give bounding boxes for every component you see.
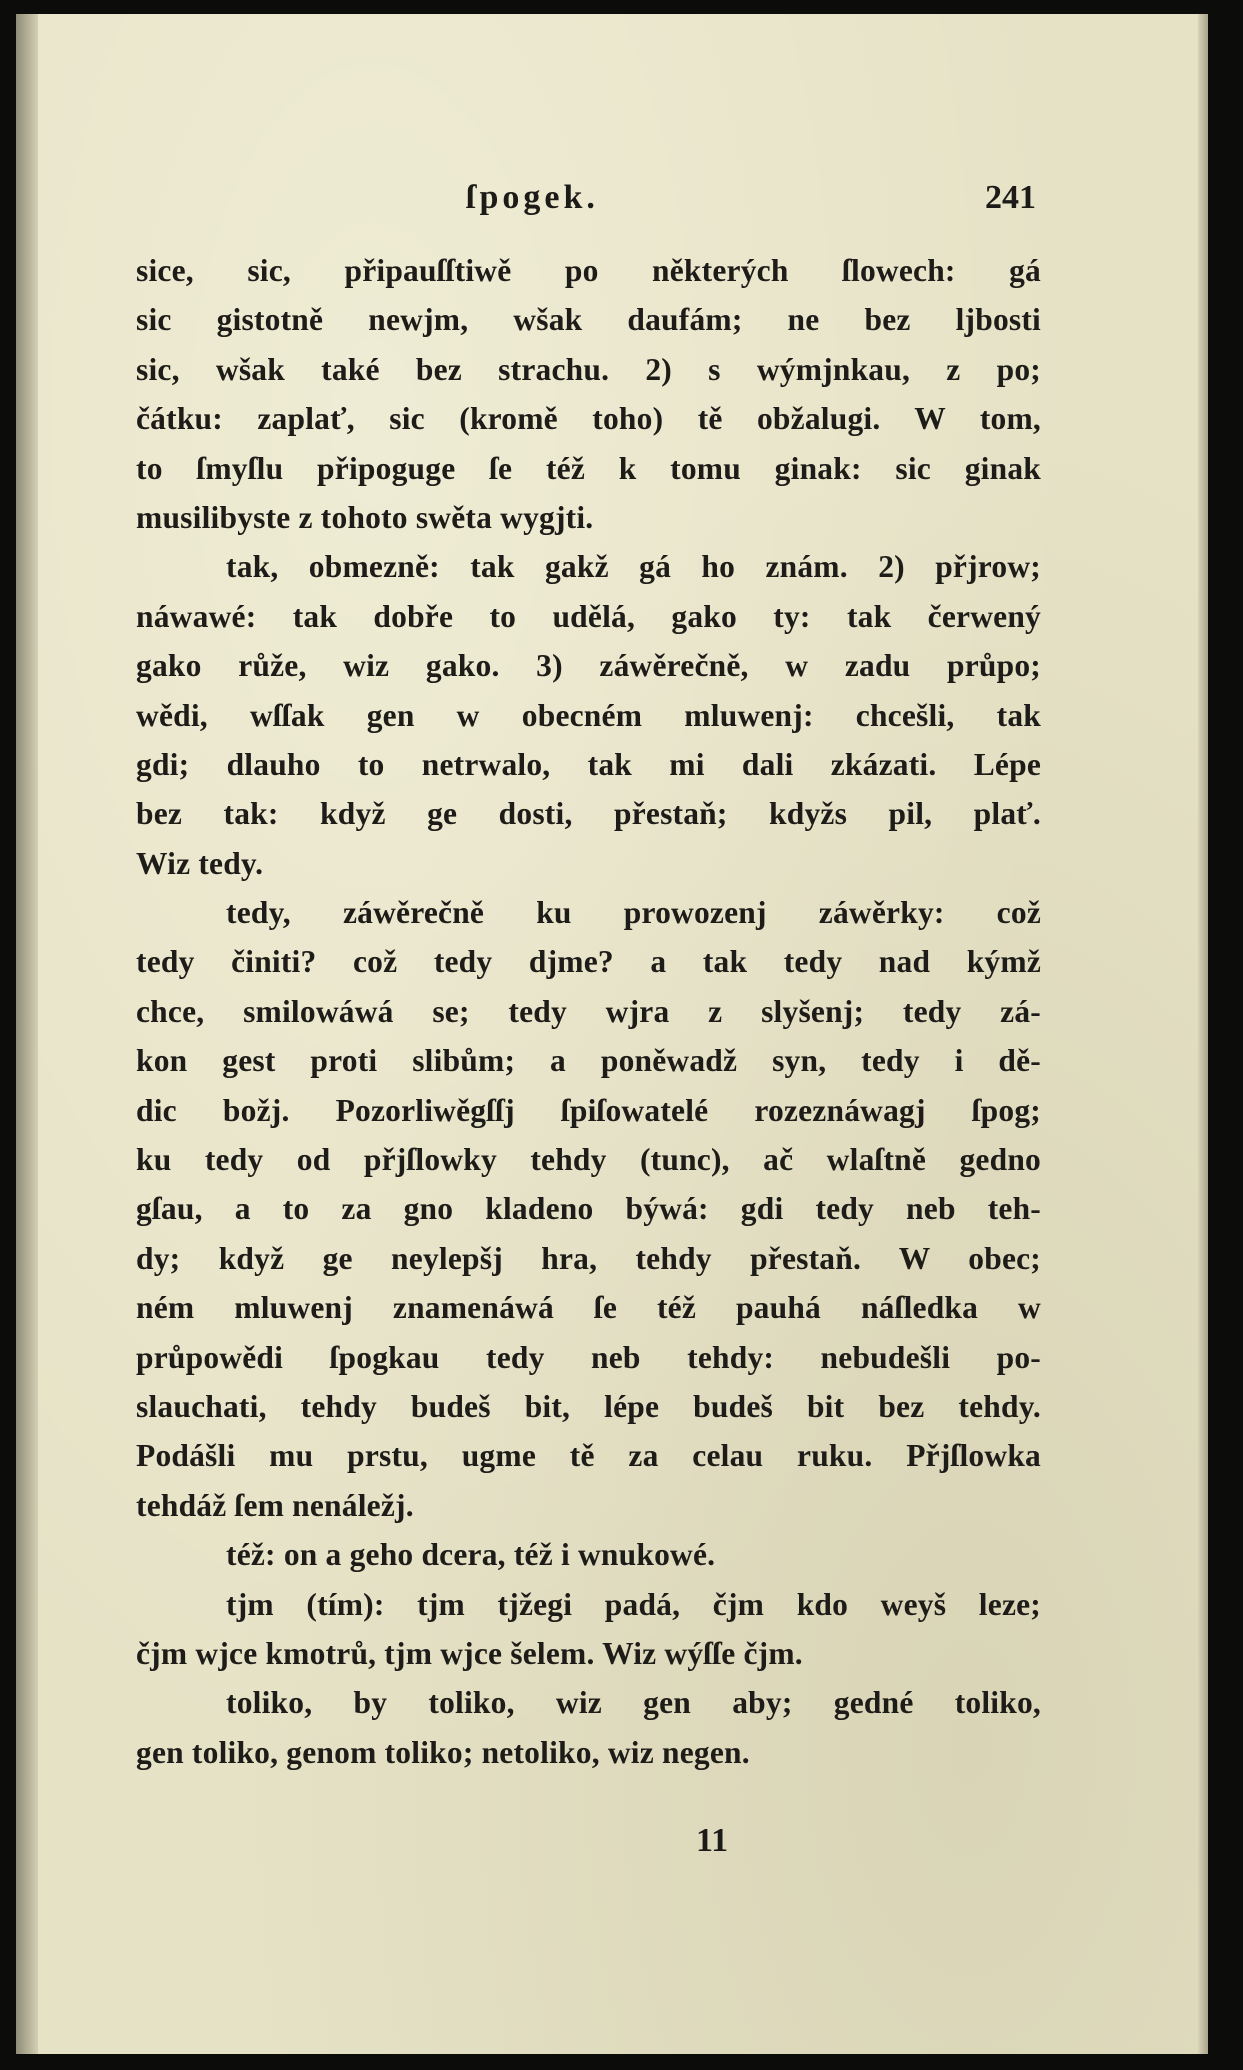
text-line: gen toliko, genom toliko; netoliko, wiz negen.	[136, 1734, 750, 1770]
text-line: chce, smilowáwá se; tedy wjra z slyšenj; tedy zá-	[136, 993, 1041, 1029]
signature-mark: 11	[696, 1822, 729, 1859]
text-line: slauchati, tehdy budeš bit, lépe budeš bit bez tehdy.	[136, 1388, 1041, 1424]
text-line: gako růže, wiz gako. 3) záwěrečně, w zadu průpo;	[136, 648, 1041, 684]
text-line: sic, wšak také bez strachu. 2) s wýmjnkau, z po;	[136, 351, 1041, 387]
page-header	[136, 179, 1036, 239]
text-line: dy; když ge neylepšj hra, tehdy přestaň. W obec;	[136, 1240, 1041, 1276]
text-line: gdi; dlauho to netrwalo, tak mi dali zkázati. Lépe	[136, 746, 1041, 782]
page-edge	[1198, 14, 1208, 2054]
book-page	[16, 14, 1208, 2054]
page-number: 241	[985, 179, 1036, 216]
text-line: čjm wjce kmotrů, tjm wjce šelem. Wiz wýſſe čjm.	[136, 1635, 803, 1671]
text-line: wědi, wſſak gen w obecném mluwenj: chcešli, tak	[136, 697, 1041, 733]
text-line: ném mluwenj znamenáwá ſe též pauhá náſledka w	[136, 1290, 1041, 1326]
text-line: bez tak: když ge dosti, přestaň; kdyžs pil, plať.	[136, 796, 1041, 832]
text-line: náwawé: tak dobře to udělá, gako ty: tak čerwený	[136, 598, 1041, 634]
text-line: tehdáž ſem nenáležj.	[136, 1487, 414, 1523]
text-line: dic božj. Pozorliwěgſſj ſpiſowatelé rozeznáwagj ſpog;	[136, 1092, 1041, 1128]
text-line: průpowědi ſpogkau tedy neb tehdy: nebudešli po-	[136, 1339, 1041, 1375]
entry-line-tedy: tedy, záwěrečně ku prowozenj záwěrky: což	[226, 895, 1041, 931]
body-text	[136, 246, 1041, 1777]
text-line: Podášli mu prstu, ugme tě za celau ruku. Přjſlowka	[136, 1438, 1041, 1474]
text-line: to ſmyſlu připoguge ſe též k tomu ginak: sic ginak	[136, 450, 1041, 486]
text-line: gſau, a to za gno kladeno býwá: gdi tedy neb teh-	[136, 1191, 1041, 1227]
text-line: kon gest proti slibům; a poněwadž syn, tedy i dě-	[136, 1043, 1041, 1079]
running-head: ſpogek.	[466, 179, 599, 216]
text-line: ku tedy od přjſlowky tehdy (tunc), ač wlaſtně gedno	[136, 1142, 1041, 1178]
page-gutter	[16, 14, 38, 2054]
entry-line-tez: též: on a geho dcera, též i wnukowé.	[226, 1537, 716, 1573]
text-line: musilibyste z tohoto swěta wygjti.	[136, 499, 594, 535]
text-line: Wiz tedy.	[136, 845, 264, 881]
text-line: sic gistotně newjm, wšak daufám; ne bez ljbosti	[136, 302, 1041, 338]
entry-line-toliko: toliko, by toliko, wiz gen aby; gedné toliko,	[226, 1685, 1041, 1721]
entry-line-tak: tak, obmezně: tak gakž gá ho znám. 2) přjrow;	[226, 549, 1041, 585]
text-line: čátku: zaplať, sic (kromě toho) tě obžalugi. W tom,	[136, 401, 1041, 437]
text-line: tedy činiti? což tedy djme? a tak tedy nad kýmž	[136, 944, 1041, 980]
entry-line-tjm: tjm (tím): tjm tjžegi padá, čjm kdo weyš leze;	[226, 1586, 1041, 1622]
text-line: sice, sic, připauſſtiwě po některých ſlowech: gá	[136, 253, 1041, 288]
